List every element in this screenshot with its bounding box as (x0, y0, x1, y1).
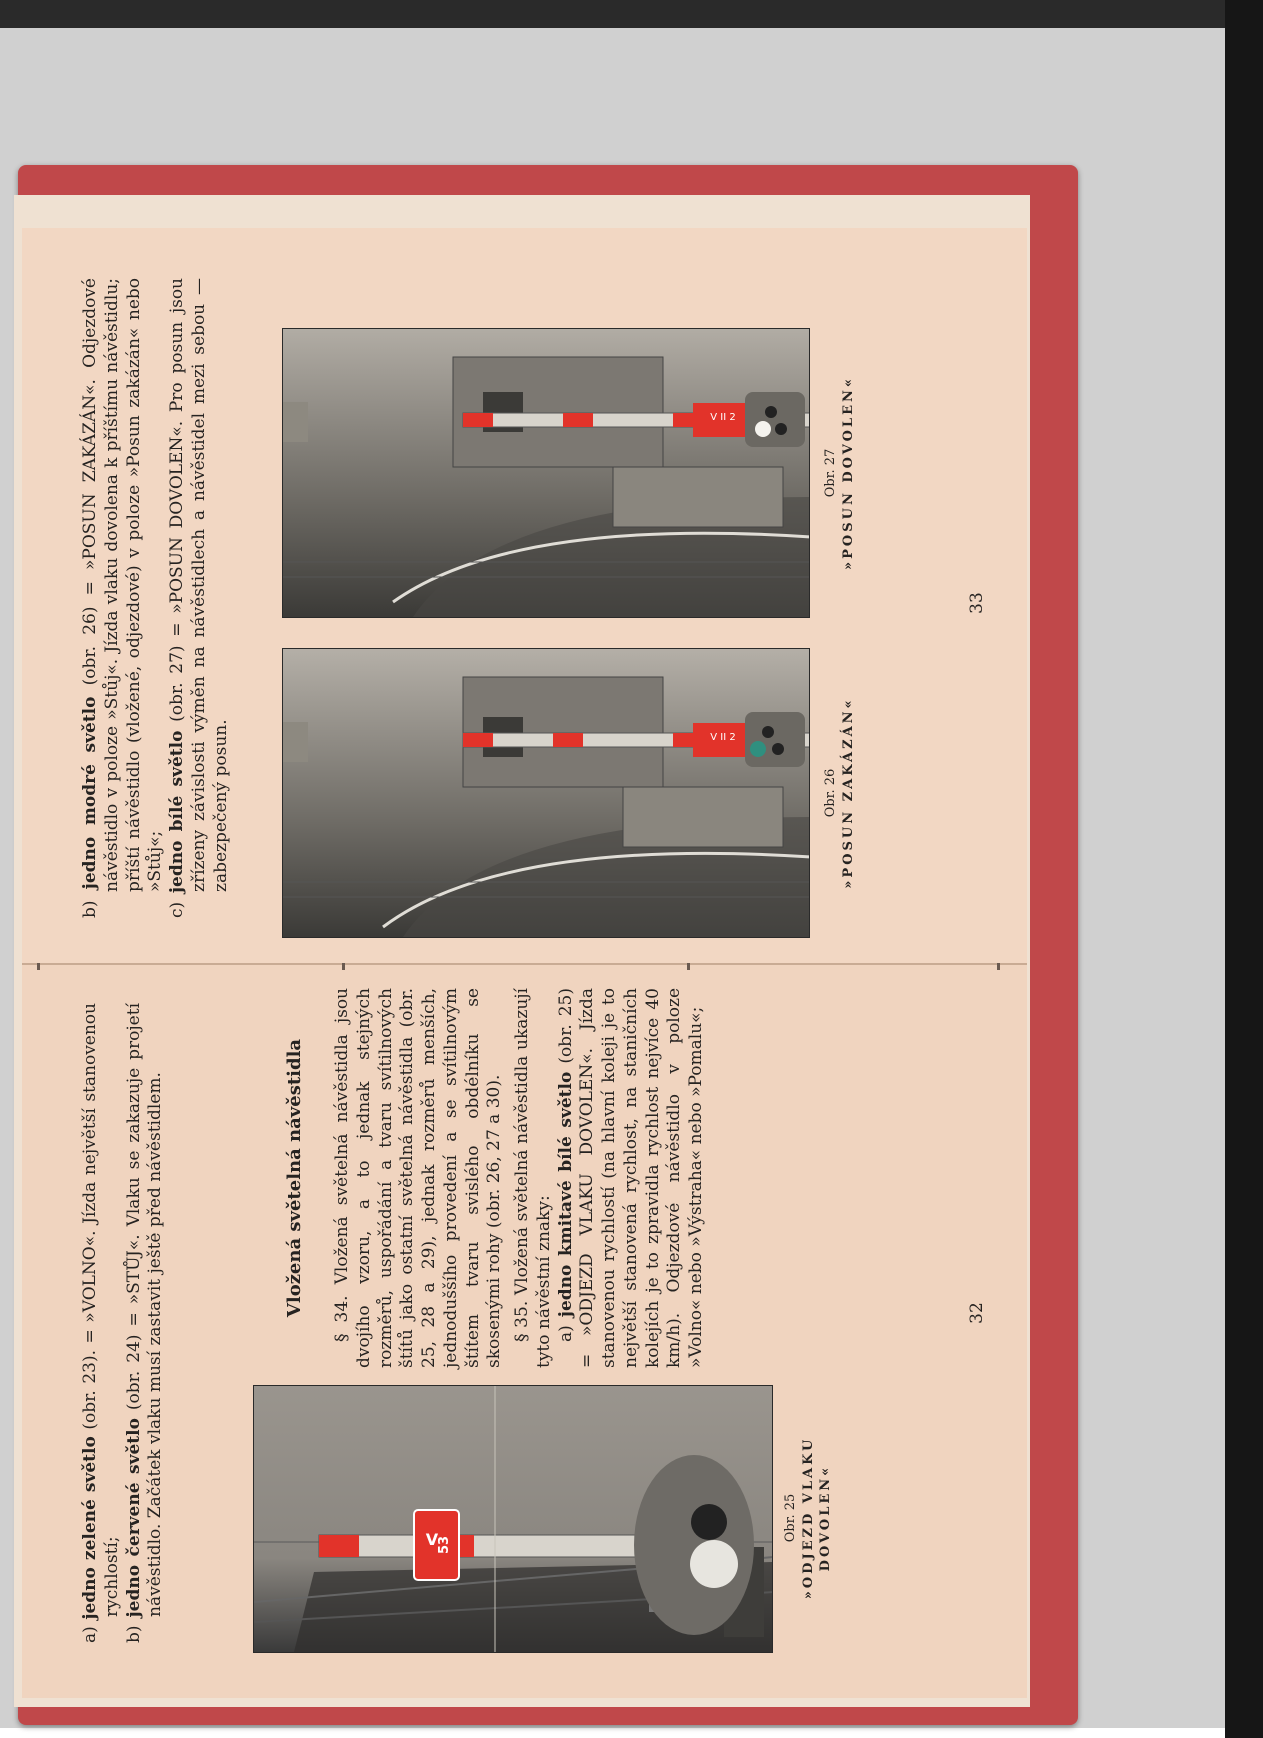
item-bold-text: jedno zelené světlo (80, 1436, 100, 1620)
book-spread-rotated (22, 228, 1027, 1698)
list-item-c-bile (167, 278, 232, 918)
scanner-top-edge (0, 0, 1263, 28)
scanner-right-edge (1225, 0, 1263, 1738)
photo-obr-25 (253, 1385, 773, 1653)
item-bold-text: jedno modré světlo (80, 696, 100, 890)
item-text: (obr. 26) = »POSUN ZAKÁZÁN«. Odjezdové návěstidlo v poloze »Stůj«. Jízda vlaku dovolena k příštímu návěstidlu; příští návěstidlo (vložené, odjezdové) v poloze »Posun zakázán« nebo »Stůj«; (80, 278, 166, 892)
item-bold-text: jedno kmitavé bílé světlo (555, 1071, 576, 1318)
page-number: 32 (967, 1302, 987, 1324)
item-text: (obr. 24) = »STŮJ«. Vlaku se zakazuje projetí návěstidlo. Začátek vlaku musí zastavit ještě před návěstidlem. (123, 1002, 166, 1617)
signal-photo-27-image (283, 328, 810, 617)
list-item-b-modre (80, 278, 167, 918)
item-bold-text: jedno bílé světlo (167, 730, 187, 894)
photo-obr-26 (282, 648, 810, 938)
signal-photo-26-image (283, 648, 810, 937)
list-b-c (80, 278, 232, 918)
caption-obr-25 (782, 1388, 835, 1648)
caption-title: »ODJEZD VLAKU (800, 1436, 816, 1600)
paragraph-34: § 34. Vložená světelná návěstidla jsou dvojího vzoru, a to jednak stejných rozměrů, uspořádání a tvaru svítilnových štítů jako ostatní světelná návěstidla (obr. 25, 28 a 29), jednak rozměrů menších, jednoduššího provedení a se svítilnovým štítem tvaru svislého obdélníku se skosenými rohy (obr. 26, 27 a 30). (332, 988, 505, 1368)
sign-27-text: V II 2 (710, 412, 736, 423)
item-marker: c) (167, 901, 187, 918)
caption-title: »POSUN DOVOLEN« (840, 376, 856, 570)
item-marker: b) (80, 900, 100, 918)
section-heading: Vložená světelná návěstidla (284, 1038, 305, 1318)
caption-title: DOVOLEN« (818, 1464, 834, 1572)
caption-obr-27 (822, 328, 857, 618)
left-text-column (332, 988, 708, 1368)
list-a-b (80, 1003, 167, 1643)
list-item-a-kmitave (556, 988, 708, 1368)
photo-obr-27 (282, 328, 810, 618)
item-bold-text: jedno červené světlo (123, 1418, 144, 1618)
sign-number-text: 53 (437, 1535, 452, 1555)
caption-number: Obr. 27 (823, 448, 838, 498)
sign-top-text: V (425, 1530, 439, 1549)
caption-number: Obr. 25 (783, 1493, 798, 1543)
caption-number: Obr. 26 (823, 768, 838, 818)
item-marker: a) (555, 1325, 576, 1342)
sign-26-text: V II 2 (710, 732, 736, 743)
list-item-a (80, 1003, 124, 1643)
caption-obr-26 (822, 648, 857, 938)
signal-photo-25-image (254, 1385, 773, 1652)
paragraph-35: § 35. Vložená světelná návěstidla ukazují tyto návěstní znaky: (512, 988, 554, 1368)
item-text: (obr. 23). = »VOLNO«. Jízda největší stanovenou rychlostí; (80, 1003, 122, 1617)
item-marker: a) (80, 1626, 100, 1643)
list-item-b (124, 1003, 168, 1643)
book-spread (22, 228, 1027, 1698)
page-number: 33 (967, 592, 987, 614)
item-text: (obr. 25) = »ODJEZD VLAKU DOVOLEN«. Jízda stanovenou rychlostí (na hlavní koleji je to největší stanovená rychlost, na staničních kolejích je to zpravidla rychlost nejvíce 40 km/h). Odjezdové návěstidlo v poloze »Volno« nebo »Výstraha« nebo »Pomalu«; (555, 987, 706, 1368)
item-marker: b) (123, 1625, 144, 1643)
page-32 (22, 963, 1027, 1698)
page-33 (22, 228, 1027, 963)
caption-title: »POSUN ZAKÁZÁN« (840, 697, 856, 889)
item-text: (obr. 27) = »POSUN DOVOLEN«. Pro posun jsou zřízeny závislosti výměn na návěstidlech a návěstidel mezi sebou — zabezpečený posun. (167, 277, 231, 892)
